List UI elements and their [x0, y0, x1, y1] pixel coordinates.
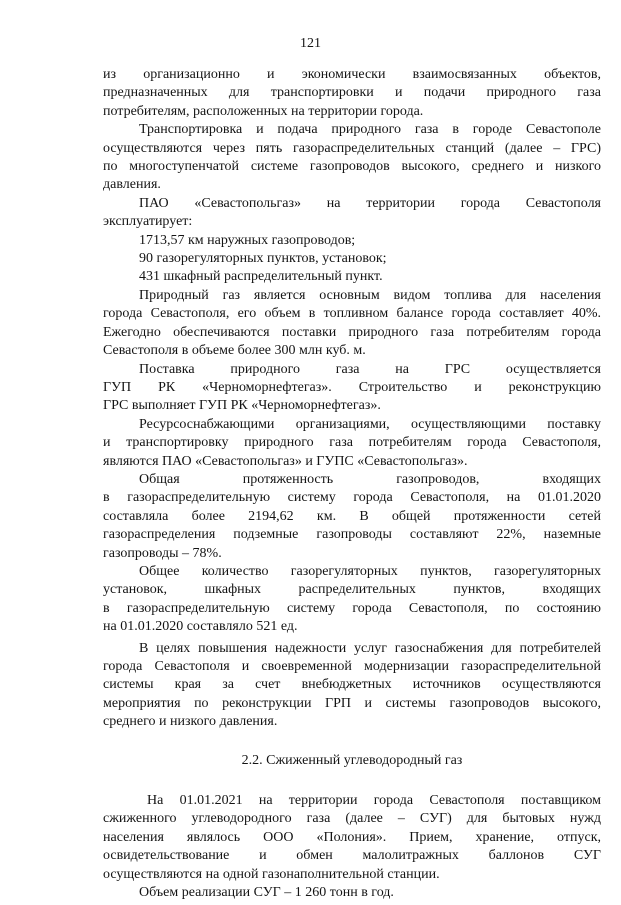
text-line: Природный газ является основным видом топлива для населения: [139, 287, 601, 303]
text-line: освидетельствование и обмен малолитражных баллонов СУГ: [103, 848, 601, 864]
paragraph-3: [103, 195, 601, 232]
page-number: 121: [300, 36, 321, 51]
paragraph-5: [103, 361, 601, 416]
text-line: в газораспределительную систему города Севастополя, по состоянию: [103, 600, 601, 616]
text-line: мероприятия по реконструкции ГРП и системы газопроводов высокого,: [103, 695, 601, 711]
text-line: осуществляются на одной газонаполнительной станции.: [103, 866, 440, 882]
text-line: осуществляются через пять газораспределительных станций (далее – ГРС): [103, 140, 601, 156]
text-line: на 01.01.2020 составляло 521 ед.: [103, 619, 298, 635]
paragraph-10: [103, 792, 601, 884]
list-item: 431 шкафный распределительный пункт.: [139, 269, 383, 285]
text-line: по многоступенчатой системе газопроводов высокого, среднего и низкого: [103, 159, 601, 175]
text-line: в газораспределительную систему города Севастополя, на 01.01.2020: [103, 490, 601, 506]
text-line: ГРС выполняет ГУП РК «Черноморнефтегаз».: [103, 398, 381, 414]
text-line: системы края за счет внебюджетных источников осуществляются: [103, 677, 601, 693]
text-line: сжиженного углеводородного газа (далее – СУГ) для бытовых нужд: [103, 811, 601, 827]
text-line: предназначенных для транспортировки и подачи природного газа: [103, 85, 601, 101]
text-line: и транспортировку природного газа потребителям города Севастополя,: [103, 435, 601, 451]
text-line: Ежегодно обеспечиваются поставки природного газа потребителям города: [103, 324, 601, 340]
text-line: Севастополя в объеме более 300 млн куб. м.: [103, 343, 366, 359]
text-line: составляла более 2194,62 км. В общей протяженности сетей: [103, 508, 601, 524]
paragraph-7: [103, 471, 601, 563]
list-item: 1713,57 км наружных газопроводов;: [139, 232, 356, 248]
text-line: из организационно и экономически взаимосвязанных объектов,: [103, 67, 601, 82]
text-line: города Севастополя и своевременной модернизации газораспределительной: [103, 659, 601, 674]
text-line: являются ПАО «Севастопольгаз» и ГУПС «Севастопольгаз».: [103, 453, 468, 469]
text-line: Общее количество газорегуляторных пунктов, газорегуляторных: [139, 563, 601, 579]
text-line: Ресурсоснабжающими организациями, осуществляющими поставку: [139, 416, 601, 432]
text-line: В целях повышения надежности услуг газоснабжения для потребителей: [139, 640, 601, 656]
paragraph-8: [103, 563, 601, 637]
text-line: давления.: [103, 177, 161, 193]
infrastructure-list: [103, 232, 601, 287]
text-line: установок, шкафных распределительных пунктов, входящих: [103, 582, 601, 598]
text-line: ГУП РК «Черноморнефтегаз». Строительство и реконструкцию: [103, 379, 601, 395]
text-line: Транспортировка и подача природного газа в городе Севастополе: [139, 122, 601, 138]
paragraph-11: [103, 884, 601, 902]
text-line: На 01.01.2021 на территории города Севастополя поставщиком: [147, 793, 601, 809]
text-line: Объем реализации СУГ – 1 260 тонн в год.: [139, 885, 394, 901]
text-line: Общая протяженность газопроводов, входящих: [139, 471, 601, 487]
document-body: [103, 66, 601, 902]
paragraph-9: [103, 640, 601, 732]
text-line: города Севастополя, его объем в топливном балансе города составляет 40%.: [103, 306, 601, 322]
text-line: среднего и низкого давления.: [103, 714, 278, 730]
text-line: потребителям, расположенных на территории города.: [103, 103, 424, 119]
paragraph-2: [103, 121, 601, 195]
text-line: населения являлось ООО «Полония». Прием, хранение, отпуск,: [103, 829, 601, 845]
section-heading: 2.2. Сжиженный углеводородный газ: [241, 752, 463, 768]
text-line: газопроводы – 78%.: [103, 545, 222, 561]
text-line: ПАО «Севастопольгаз» на территории города Севастополя: [139, 195, 601, 211]
text-line: эксплуатирует:: [103, 214, 193, 230]
paragraph-6: [103, 416, 601, 471]
paragraph-4: [103, 287, 601, 361]
paragraph-1: [103, 66, 601, 121]
list-item: 90 газорегуляторных пунктов, установок;: [139, 251, 387, 267]
text-line: газораспределения подземные газопроводы составляют 22%, наземные: [103, 527, 601, 543]
text-line: Поставка природного газа на ГРС осуществляется: [139, 361, 601, 377]
